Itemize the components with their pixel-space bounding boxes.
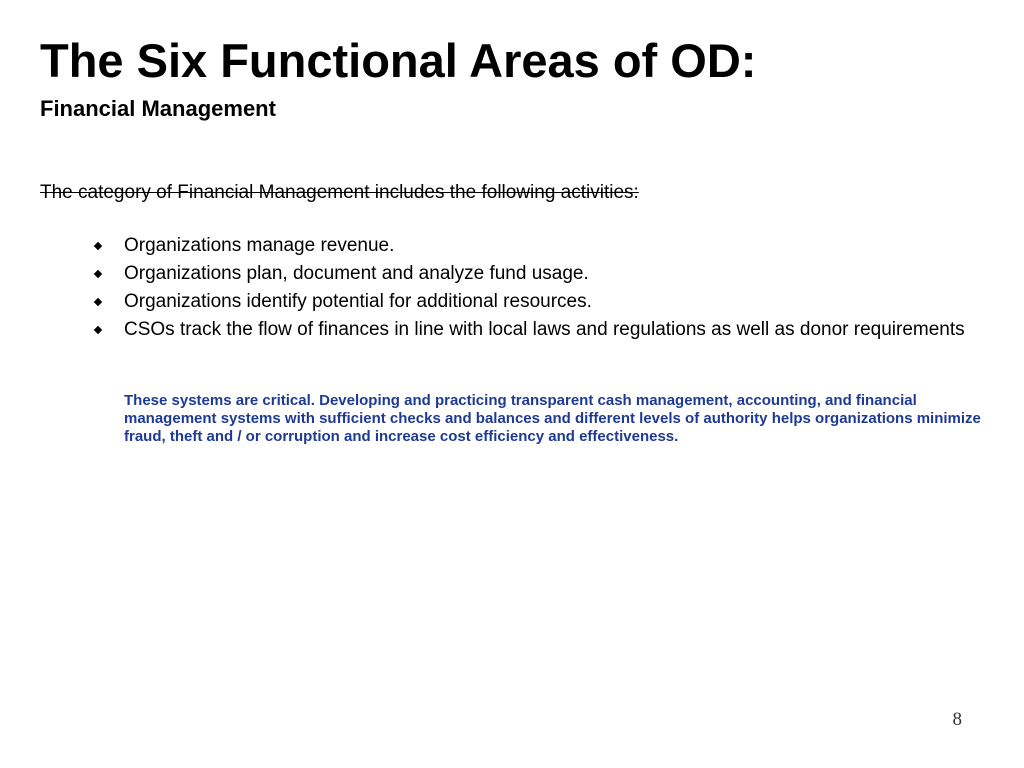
- slide-subtitle: Financial Management: [40, 96, 276, 121]
- bullet-text: Organizations plan, document and analyze fund usage.: [124, 263, 589, 284]
- bullet-text: CSOs track the flow of finances in line with local laws and regulations as well as donor requirements: [124, 319, 965, 340]
- bullet-text: Organizations identify potential for additional resources.: [124, 291, 592, 312]
- intro-text: The category of Financial Management includes the following activities:: [40, 182, 639, 203]
- critical-systems-note: These systems are critical. Developing and practicing transparent cash management, accounting, and financial management systems with sufficient checks and balances and different levels of authority helps organizations minimize fraud, theft and / or corruption and increase cost efficiency and effectiveness.: [124, 392, 981, 445]
- list-item: [94, 290, 974, 314]
- list-item: [94, 318, 974, 342]
- activities-list: [94, 234, 974, 346]
- diamond-bullet-icon: [94, 298, 103, 307]
- diamond-bullet-icon: [94, 242, 103, 251]
- diamond-bullet-icon: [94, 326, 103, 335]
- page-number: 8: [952, 709, 962, 730]
- list-item: [94, 262, 974, 286]
- slide-title: The Six Functional Areas of OD:: [40, 34, 757, 87]
- bullet-text: Organizations manage revenue.: [124, 235, 395, 256]
- diamond-bullet-icon: [94, 270, 103, 279]
- list-item: [94, 234, 974, 258]
